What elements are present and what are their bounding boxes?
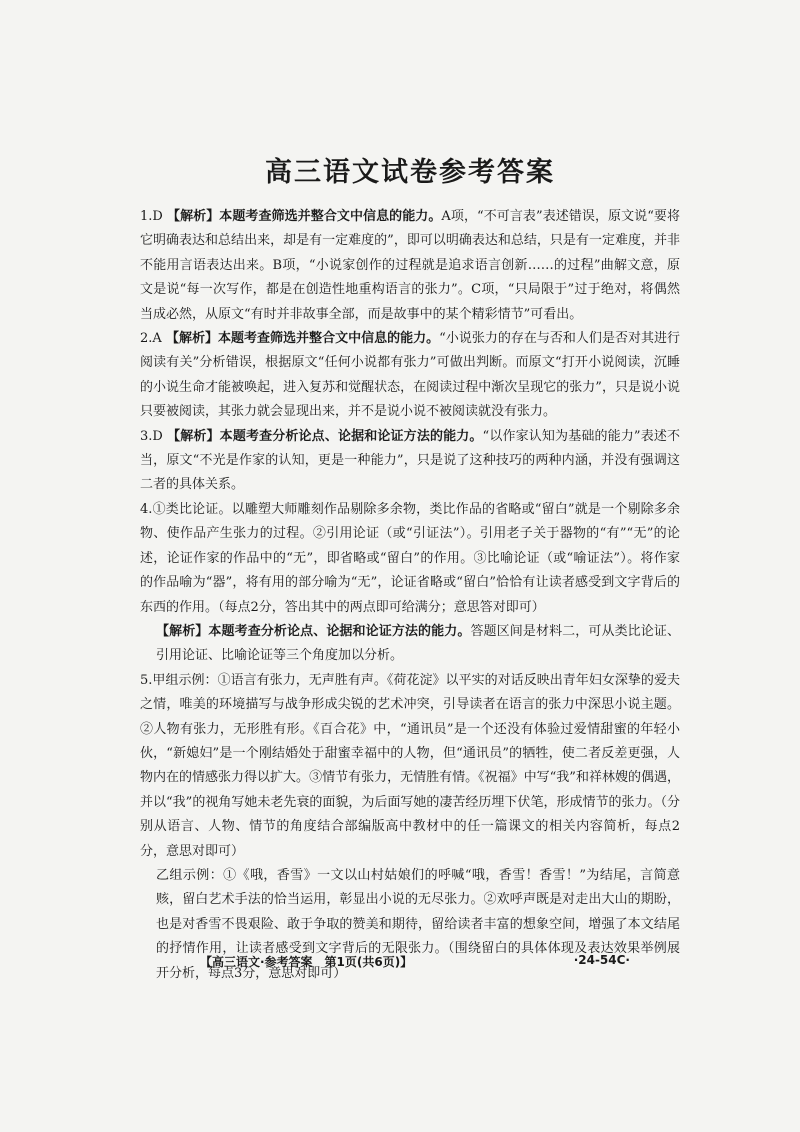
answer-number: 4. [140, 501, 153, 517]
answer-item-2 [140, 327, 680, 425]
answer-number: 3.D [140, 428, 163, 444]
answer-item-5 [140, 669, 680, 864]
answers-body [140, 205, 680, 986]
answer-sheet-page [140, 150, 680, 986]
answer-number: 1.D [140, 209, 163, 224]
answer-item-4-analysis [140, 620, 680, 669]
answer-item-3 [140, 425, 680, 498]
answer-text: “小说张力的存在与否和人们是否对其进行阅读有关”分析错误，根据原文“任何小说都有张力”可做出判断。而原文“打开小说阅读，沉睡的小说生命才能被唤起，进入复苏和觉醒状态，在阅读过程中渐次呈现它的张力”，只是说小说只要被阅读，其张力就会显现出来，并不是说小说不被阅读就没有张力。 [140, 331, 680, 420]
page-title: 高三语文试卷参考答案 [265, 157, 555, 188]
footer-exam-code: ·24-54C· [573, 953, 630, 967]
answer-number: 5. [140, 672, 153, 688]
answer-item-4 [140, 498, 680, 620]
analysis-tag: 【解析】本题考查筛选并整合文中信息的能力。 [165, 331, 440, 347]
answer-number: 2.A [140, 331, 162, 347]
answer-item-1 [140, 205, 680, 327]
answer-text: “以作家认知为基础的能力”表述不当，原文“不光是作家的认知，更是一种能力”，只是说了这种技巧的两种内涵，并没有强调这二者的具体关系。 [140, 428, 680, 493]
analysis-tag: 【解析】本题考查分析论点、论据和论证方法的能力。 [156, 623, 471, 639]
answer-text: A项，“不可言表”表述错误，原文说“要将它明确表达和总结出来，却是有一定难度的”，即可以明确表达和总结，只是有一定难度，并非不能用言语表达出来。B项，“小说家创作的过程就是追求语言创新……的过程”曲解文意，原文是说“每一次写作，都是在创造性地重构语言的张力”。C项，“只局限于”过于绝对，将偶然当成必然，从原文“有时并非故事全部，而是故事中的某个精彩情节”可看出。 [140, 209, 680, 322]
answer-text: ①类比论证。以雕塑大师雕刻作品剔除多余物，类比作品的省略或“留白”就是一个剔除多余物、使作品产生张力的过程。②引用论证（或“引证法”）。引用老子关于器物的“有”“无”的论述，论证作家的作品中的“无”，即省略或“留白”的作用。③比喻论证（或“喻证法”）。将作家的作品喻为“器”，将有用的部分喻为“无”，论证省略或“留白”恰恰有让读者感受到文字背后的东西的作用。（每点2分，答出其中的两点即可给满分；意思答对即可） [140, 501, 680, 615]
footer-page-info: 【高三语文·参考答案 第1页(共6页)】 [200, 955, 413, 969]
analysis-tag: 【解析】本题考查筛选并整合文中信息的能力。 [167, 209, 442, 224]
answer-text-jia: 甲组示例：①语言有张力，无声胜有声。《荷花淀》以平实的对话反映出青年妇女深挚的爱夫之情，唯美的环境描写与战争形成尖锐的艺术冲突，引导读者在语言的张力中深思小说主题。②人物有张力，无形胜有形。《百合花》中，“通讯员”是一个还没有体验过爱情甜蜜的年轻小伙，“新媳妇”是一个刚结婚处于甜蜜幸福中的人物，但“通讯员”的牺牲，使二者反差更强，人物内在的情感张力得以扩大。③情节有张力，无情胜有情。《祝福》中写“我”和祥林嫂的偶遇，并以“我”的视角写她未老先衰的面貌，为后面写她的凄苦经历埋下伏笔，形成情节的张力。（分别从语言、人物、情节的角度结合部编版高中教材中的任一篇课文的相关内容简析，每点2分，意思对即可） [140, 672, 680, 859]
answer-text-yi: 乙组示例：①《哦，香雪》一文以山村姑娘们的呼喊“哦，香雪！香雪！”为结尾，言简意赅，留白艺术手法的恰当运用，彰显出小说的无尽张力。②欢呼声既是对走出大山的期盼，也是对香雪不畏艰险、敢于争取的赞美和期待，留给读者丰富的想象空间，增强了本文结尾的抒情作用，让读者感受到文字背后的无限张力。（围绕留白的具体体现及表达效果举例展开分析，每点3分，意思对即可） [156, 867, 680, 981]
analysis-tag: 【解析】本题考查分析论点、论据和论证方法的能力。 [167, 428, 483, 444]
answer-text: 答题区间是材料二，可从类比论证、引用论证、比喻论证等三个角度加以分析。 [156, 623, 680, 664]
